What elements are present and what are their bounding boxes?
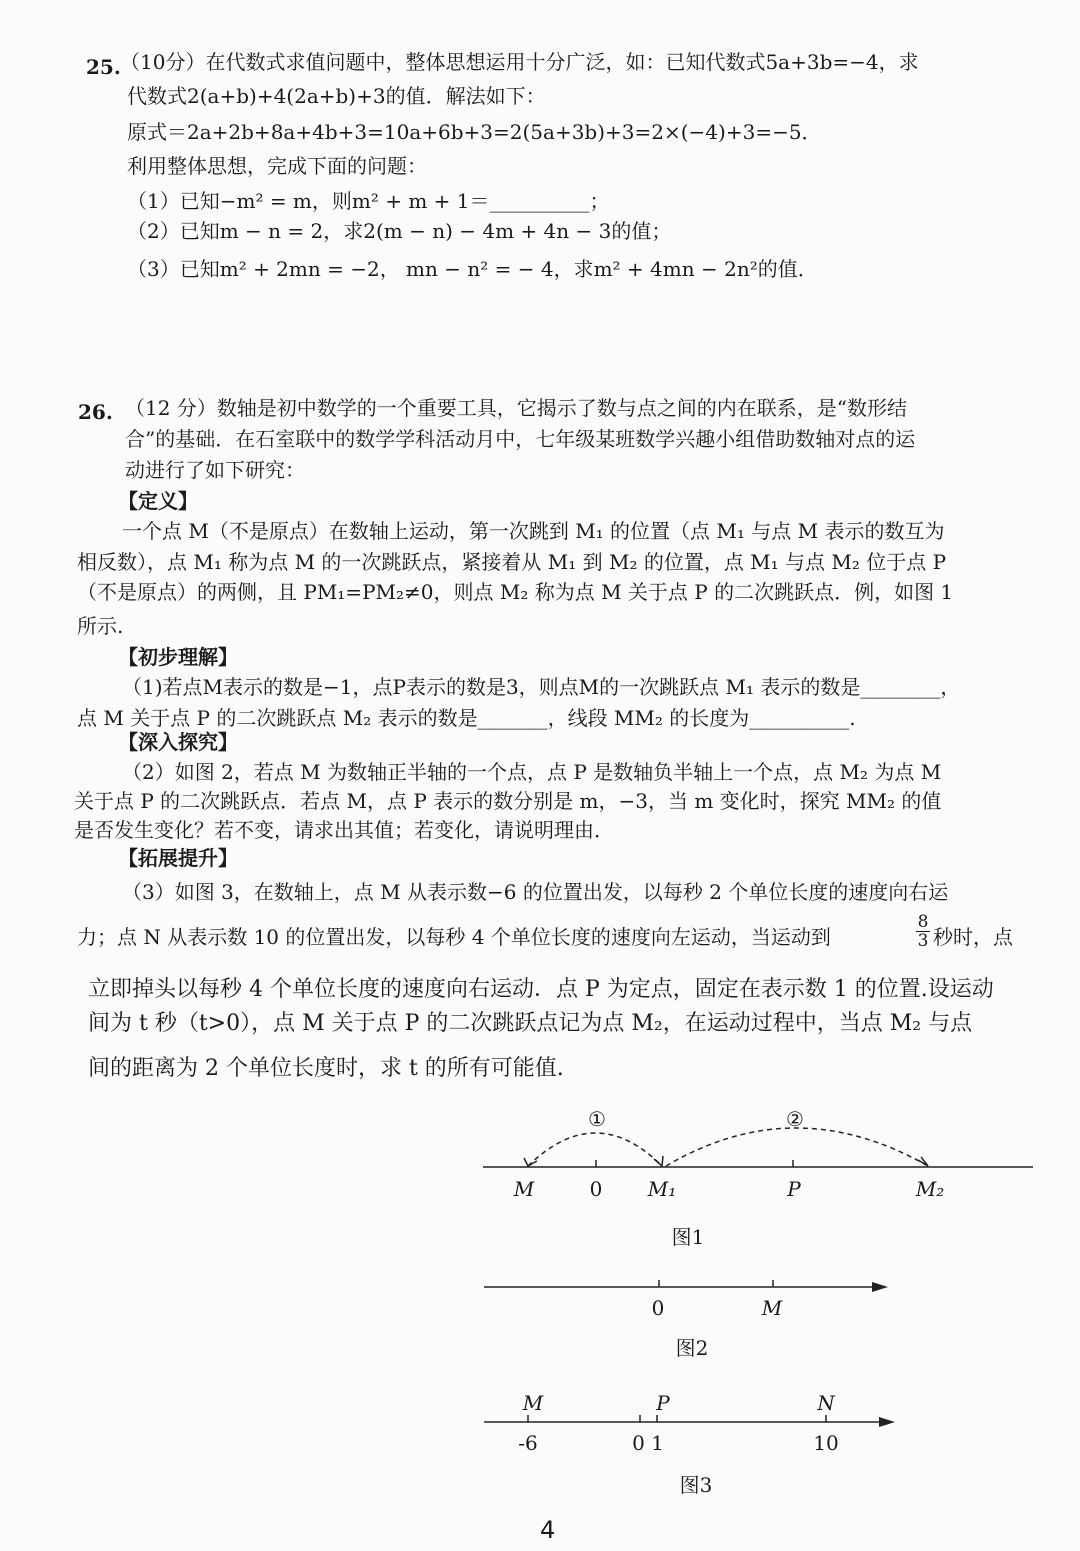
label-0: 0	[651, 1296, 665, 1320]
part-3-line: 力；点 N 从表示数 10 的位置出发，以每秒 4 个单位长度的速度向左运动，当运动到	[77, 925, 831, 949]
figure-3	[484, 1391, 895, 1497]
part-3-line: 间的距离为 2 个单位长度时，求 t 的所有可能值.	[88, 1056, 564, 1081]
jump-arc-1	[528, 1133, 662, 1166]
q26-line: 动进行了如下研究：	[125, 458, 305, 482]
label-0-1: 0 1	[632, 1431, 664, 1455]
part-1-line: 点 M 关于点 P 的二次跳跃点 M₂ 表示的数是_______，线段 MM₂ 的长度为__________.	[77, 706, 856, 730]
part-1-line: （1)若点M表示的数是−1，点P表示的数是3，则点M的一次跳跃点 M₁ 表示的数是________，	[122, 675, 961, 699]
section-heading-definition: 【定义】	[118, 489, 198, 513]
q25-line: 代数式2(a+b)+4(2a+b)+3的值．解法如下：	[127, 84, 546, 108]
figure-2	[484, 1280, 888, 1360]
arrowhead-icon	[918, 1157, 928, 1166]
q26-line: 合”的基础．在石室联中的数学学科活动月中，七年级某班数学兴趣小组借助数轴对点的运	[125, 427, 916, 451]
part-2-line: （2）如图 2，若点 M 为数轴正半轴的一个点，点 P 是数轴负半轴上一个点，点 M₂ 为点 M	[122, 760, 942, 784]
definition-line: 一个点 M（不是原点）在数轴上运动，第一次跳到 M₁ 的位置（点 M₁ 与点 M 表示的数互为	[122, 519, 945, 543]
question-number: 25.	[86, 55, 121, 79]
figure-caption: 图3	[679, 1473, 713, 1497]
section-heading-basic: 【初步理解】	[118, 645, 238, 669]
q26-line: （12 分）数轴是初中数学的一个重要工具，它揭示了数与点之间的内在联系，是“数形结	[125, 396, 908, 420]
label-m2: M₂	[915, 1177, 945, 1201]
arrow-right-icon	[872, 1282, 888, 1292]
part-2-line: 关于点 P 的二次跳跃点．若点 M，点 P 表示的数分别是 m，−3，当 m 变化时，探究 MM₂ 的值	[74, 789, 942, 813]
label-m: M	[761, 1296, 783, 1320]
definition-line: 所示.	[77, 614, 124, 638]
arrow-right-icon	[879, 1417, 895, 1427]
label-m1: M₁	[647, 1177, 677, 1201]
part-2-line: 是否发生变化？若不变，请求出其值；若变化，请说明理由．	[74, 818, 614, 842]
label-10: 10	[813, 1431, 839, 1455]
jump-label-2: ②	[786, 1107, 804, 1131]
section-heading-explore: 【深入探究】	[118, 730, 238, 754]
figure-caption: 图1	[671, 1225, 705, 1249]
q25-subquestion-1: （1）已知−m² = m，则m² + m + 1＝__________；	[127, 189, 610, 213]
figure-caption: 图2	[675, 1336, 709, 1360]
q25-line: （10分）在代数式求值问题中，整体思想运用十分广泛，如：已知代数式5a+3b=−4，求	[120, 50, 919, 74]
page-number: 4	[540, 1516, 556, 1544]
label-0: 0	[589, 1177, 603, 1201]
jump-arc-2	[666, 1128, 928, 1166]
jump-label-1: ①	[588, 1107, 606, 1131]
arrowhead-icon	[654, 1156, 663, 1166]
q25-line: 利用整体思想，完成下面的问题：	[127, 154, 427, 178]
q25-line: 原式＝2a+2b+8a+4b+3=10a+6b+3=2(5a+3b)+3=2×(−4)+3=−5．	[127, 120, 822, 144]
label-m: M	[522, 1391, 544, 1415]
q25-subquestion-3: （3）已知m² + 2mn = −2， mn − n² = − 4，求m² + 4mn − 2n²的值．	[127, 257, 818, 281]
figure-1	[483, 1107, 1033, 1249]
fraction-denominator: 3	[917, 931, 929, 951]
part-3-line: 间为 t 秒（t>0），点 M 关于点 P 的二次跳跃点记为点 M₂，在运动过程中，当点 M₂ 与点	[88, 1011, 973, 1036]
part-3-line: （3）如图 3，在数轴上，点 M 从表示数−6 的位置出发，以每秒 2 个单位长度的速度向右运	[122, 880, 949, 904]
label-neg6: -6	[518, 1431, 538, 1455]
label-n: N	[817, 1391, 835, 1415]
q25-subquestion-2: （2）已知m − n = 2，求2(m − n) − 4m + 4n − 3的值；	[127, 219, 672, 243]
part-3-line: 立即掉头以每秒 4 个单位长度的速度向右运动．点 P 为定点，固定在表示数 1 的位置.设运动	[88, 977, 994, 1002]
part-3-line: 秒时，点	[933, 925, 1013, 949]
label-p: P	[656, 1391, 670, 1415]
definition-line: 相反数），点 M₁ 称为点 M 的一次跳跃点，紧接着从 M₁ 到 M₂ 的位置，点 M₁ 与点 M₂ 位于点 P	[77, 550, 947, 574]
definition-line: （不是原点）的两侧，且 PM₁=PM₂≠0，则点 M₂ 称为点 M 关于点 P 的二次跳跃点．例，如图 1	[77, 580, 954, 604]
label-m: M	[513, 1177, 535, 1201]
label-p: P	[787, 1177, 801, 1201]
fraction-numerator: 8	[917, 912, 929, 932]
question-number: 26.	[78, 400, 113, 424]
section-heading-extend: 【拓展提升】	[118, 846, 238, 870]
